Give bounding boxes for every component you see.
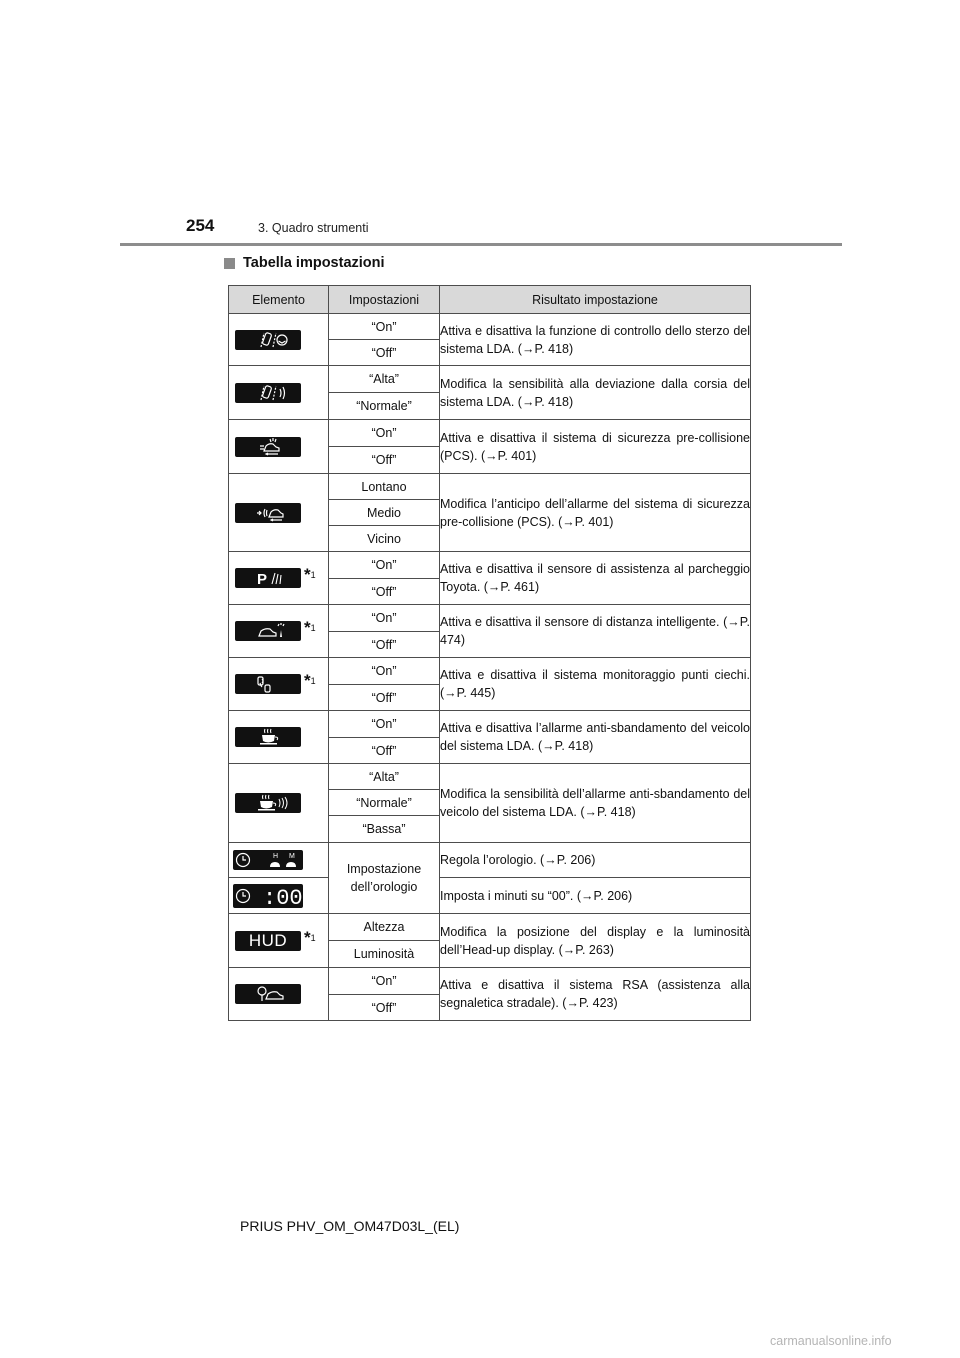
- svg-text:P: P: [257, 571, 268, 588]
- option-value: “Off”: [329, 579, 440, 605]
- result-text: Attiva e disattiva il sistema monitoraggio punti ciechi. (→P. 445): [440, 658, 751, 711]
- result-text: Attiva e disattiva l’allarme anti-sbandamento del veicolo del sistema LDA. (→P. 418): [440, 711, 751, 764]
- result-text: Attiva e disattiva il sistema RSA (assistenza alla segnaletica stradale). (→P. 423): [440, 968, 751, 1021]
- option-value: “On”: [329, 658, 440, 685]
- element-cell: [229, 878, 329, 914]
- option-value: “On”: [329, 968, 440, 995]
- pcs-icon: [235, 437, 301, 457]
- header-element: Elemento: [229, 286, 329, 314]
- clock-adjust-icon: [233, 850, 303, 870]
- result-text: Modifica la sensibilità dell’allarme anti-sbandamento del veicolo del sistema LDA. (→P. 418): [440, 764, 751, 843]
- blind-spot-icon: [235, 674, 301, 694]
- option-value: “Off”: [329, 738, 440, 764]
- intelligent-clearance-icon: [235, 621, 301, 641]
- option-value: “On”: [329, 711, 440, 738]
- lda-sensitivity-icon: [235, 383, 301, 403]
- option-value: Vicino: [329, 526, 440, 552]
- result-text: Modifica l’anticipo dell’allarme del sistema di sicurezza pre-collisione (PCS). (→P. 401): [440, 474, 751, 552]
- option-value: Luminosità: [329, 941, 440, 968]
- option-value: “On”: [329, 314, 440, 340]
- element-cell: [229, 764, 329, 843]
- bullet-square-icon: [224, 258, 235, 269]
- option-value: “Off”: [329, 995, 440, 1021]
- option-value: Lontano: [329, 474, 440, 500]
- result-text: Regola l’orologio. (→P. 206): [440, 843, 751, 878]
- element-cell: [229, 552, 329, 605]
- option-value: “Alta”: [329, 366, 440, 393]
- element-cell: [229, 843, 329, 878]
- page-number: 254: [186, 216, 215, 235]
- option-value: “Bassa”: [329, 816, 440, 843]
- result-text: Attiva e disattiva il sensore di distanza intelligente. (→P. 474): [440, 605, 751, 658]
- table-row: [229, 914, 751, 941]
- element-cell: [229, 474, 329, 552]
- option-value: “Off”: [329, 447, 440, 474]
- header-divider: [120, 243, 842, 246]
- result-text: Attiva e disattiva il sensore di assistenza al parcheggio Toyota. (→P. 461): [440, 552, 751, 605]
- table-row: [229, 658, 751, 685]
- element-cell: [229, 914, 329, 968]
- rsa-icon: [235, 984, 301, 1004]
- hud-icon-text: HUD: [248, 930, 288, 950]
- option-value: “Alta”: [329, 764, 440, 790]
- chapter-title: 3. Quadro strumenti: [258, 221, 369, 235]
- option-value: “Off”: [329, 685, 440, 711]
- table-row: [229, 474, 751, 500]
- table-row: [229, 605, 751, 632]
- result-text: Modifica la sensibilità alla deviazione dalla corsia del sistema LDA. (→P. 418): [440, 366, 751, 420]
- option-value: Medio: [329, 500, 440, 526]
- lda-steering-icon: [235, 330, 301, 350]
- footnote-marker: $*_1$: [304, 565, 316, 585]
- footnote-marker: $*_1$: [304, 671, 316, 691]
- result-text: Attiva e disattiva il sistema di sicurezza pre-collisione (PCS). (→P. 401): [440, 420, 751, 474]
- element-cell: [229, 605, 329, 658]
- clock-digits: :00: [263, 885, 303, 908]
- table-row: [229, 843, 751, 878]
- header-settings: Impostazioni: [329, 286, 440, 314]
- result-text: Attiva e disattiva la funzione di controllo dello sterzo del sistema LDA. (→P. 418): [440, 314, 751, 366]
- element-cell: [229, 968, 329, 1021]
- element-cell: [229, 420, 329, 474]
- option-value: “Off”: [329, 632, 440, 658]
- footnote-marker: $*_1$: [304, 927, 316, 947]
- sway-sensitivity-icon: [235, 793, 301, 813]
- result-text: Imposta i minuti su “00”. (→P. 206): [440, 878, 751, 914]
- table-row: [229, 764, 751, 790]
- option-value: “Off”: [329, 340, 440, 366]
- table-row: [229, 366, 751, 393]
- table-row: [229, 552, 751, 579]
- option-value: “On”: [329, 552, 440, 579]
- table-row: [229, 711, 751, 738]
- table-row: [229, 314, 751, 340]
- element-cell: [229, 314, 329, 366]
- element-cell: [229, 366, 329, 420]
- pcs-alarm-timing-icon: [235, 503, 301, 523]
- section-title-text: Tabella impostazioni: [243, 255, 385, 271]
- clock-reset-icon: [233, 884, 303, 908]
- section-title: [224, 255, 385, 271]
- option-value: Altezza: [329, 914, 440, 941]
- option-value: “Normale”: [329, 790, 440, 816]
- option-value: “On”: [329, 605, 440, 632]
- clock-h-label: H: [273, 853, 279, 860]
- table-row: [229, 420, 751, 447]
- clock-m-label: M: [289, 853, 295, 860]
- table-row: [229, 878, 751, 914]
- parking-assist-icon: [235, 568, 301, 588]
- result-text: Modifica la posizione del display e la luminosità dell’Head-up display. (→P. 263): [440, 914, 751, 968]
- option-value: Impostazione dell’orologio: [329, 843, 440, 914]
- option-value: “On”: [329, 420, 440, 447]
- settings-table: [228, 285, 751, 1021]
- table-header-row: [229, 286, 751, 314]
- watermark: carmanualsonline.info: [770, 1334, 892, 1348]
- table-row: [229, 968, 751, 995]
- element-cell: [229, 658, 329, 711]
- option-value: “Normale”: [329, 393, 440, 420]
- header-result: Risultato impostazione: [440, 286, 751, 314]
- sway-warning-icon: [235, 727, 301, 747]
- element-cell: [229, 711, 329, 764]
- document-code: PRIUS PHV_OM_OM47D03L_(EL): [240, 1218, 460, 1234]
- hud-icon: [235, 931, 301, 951]
- footnote-marker: $*_1$: [304, 618, 316, 638]
